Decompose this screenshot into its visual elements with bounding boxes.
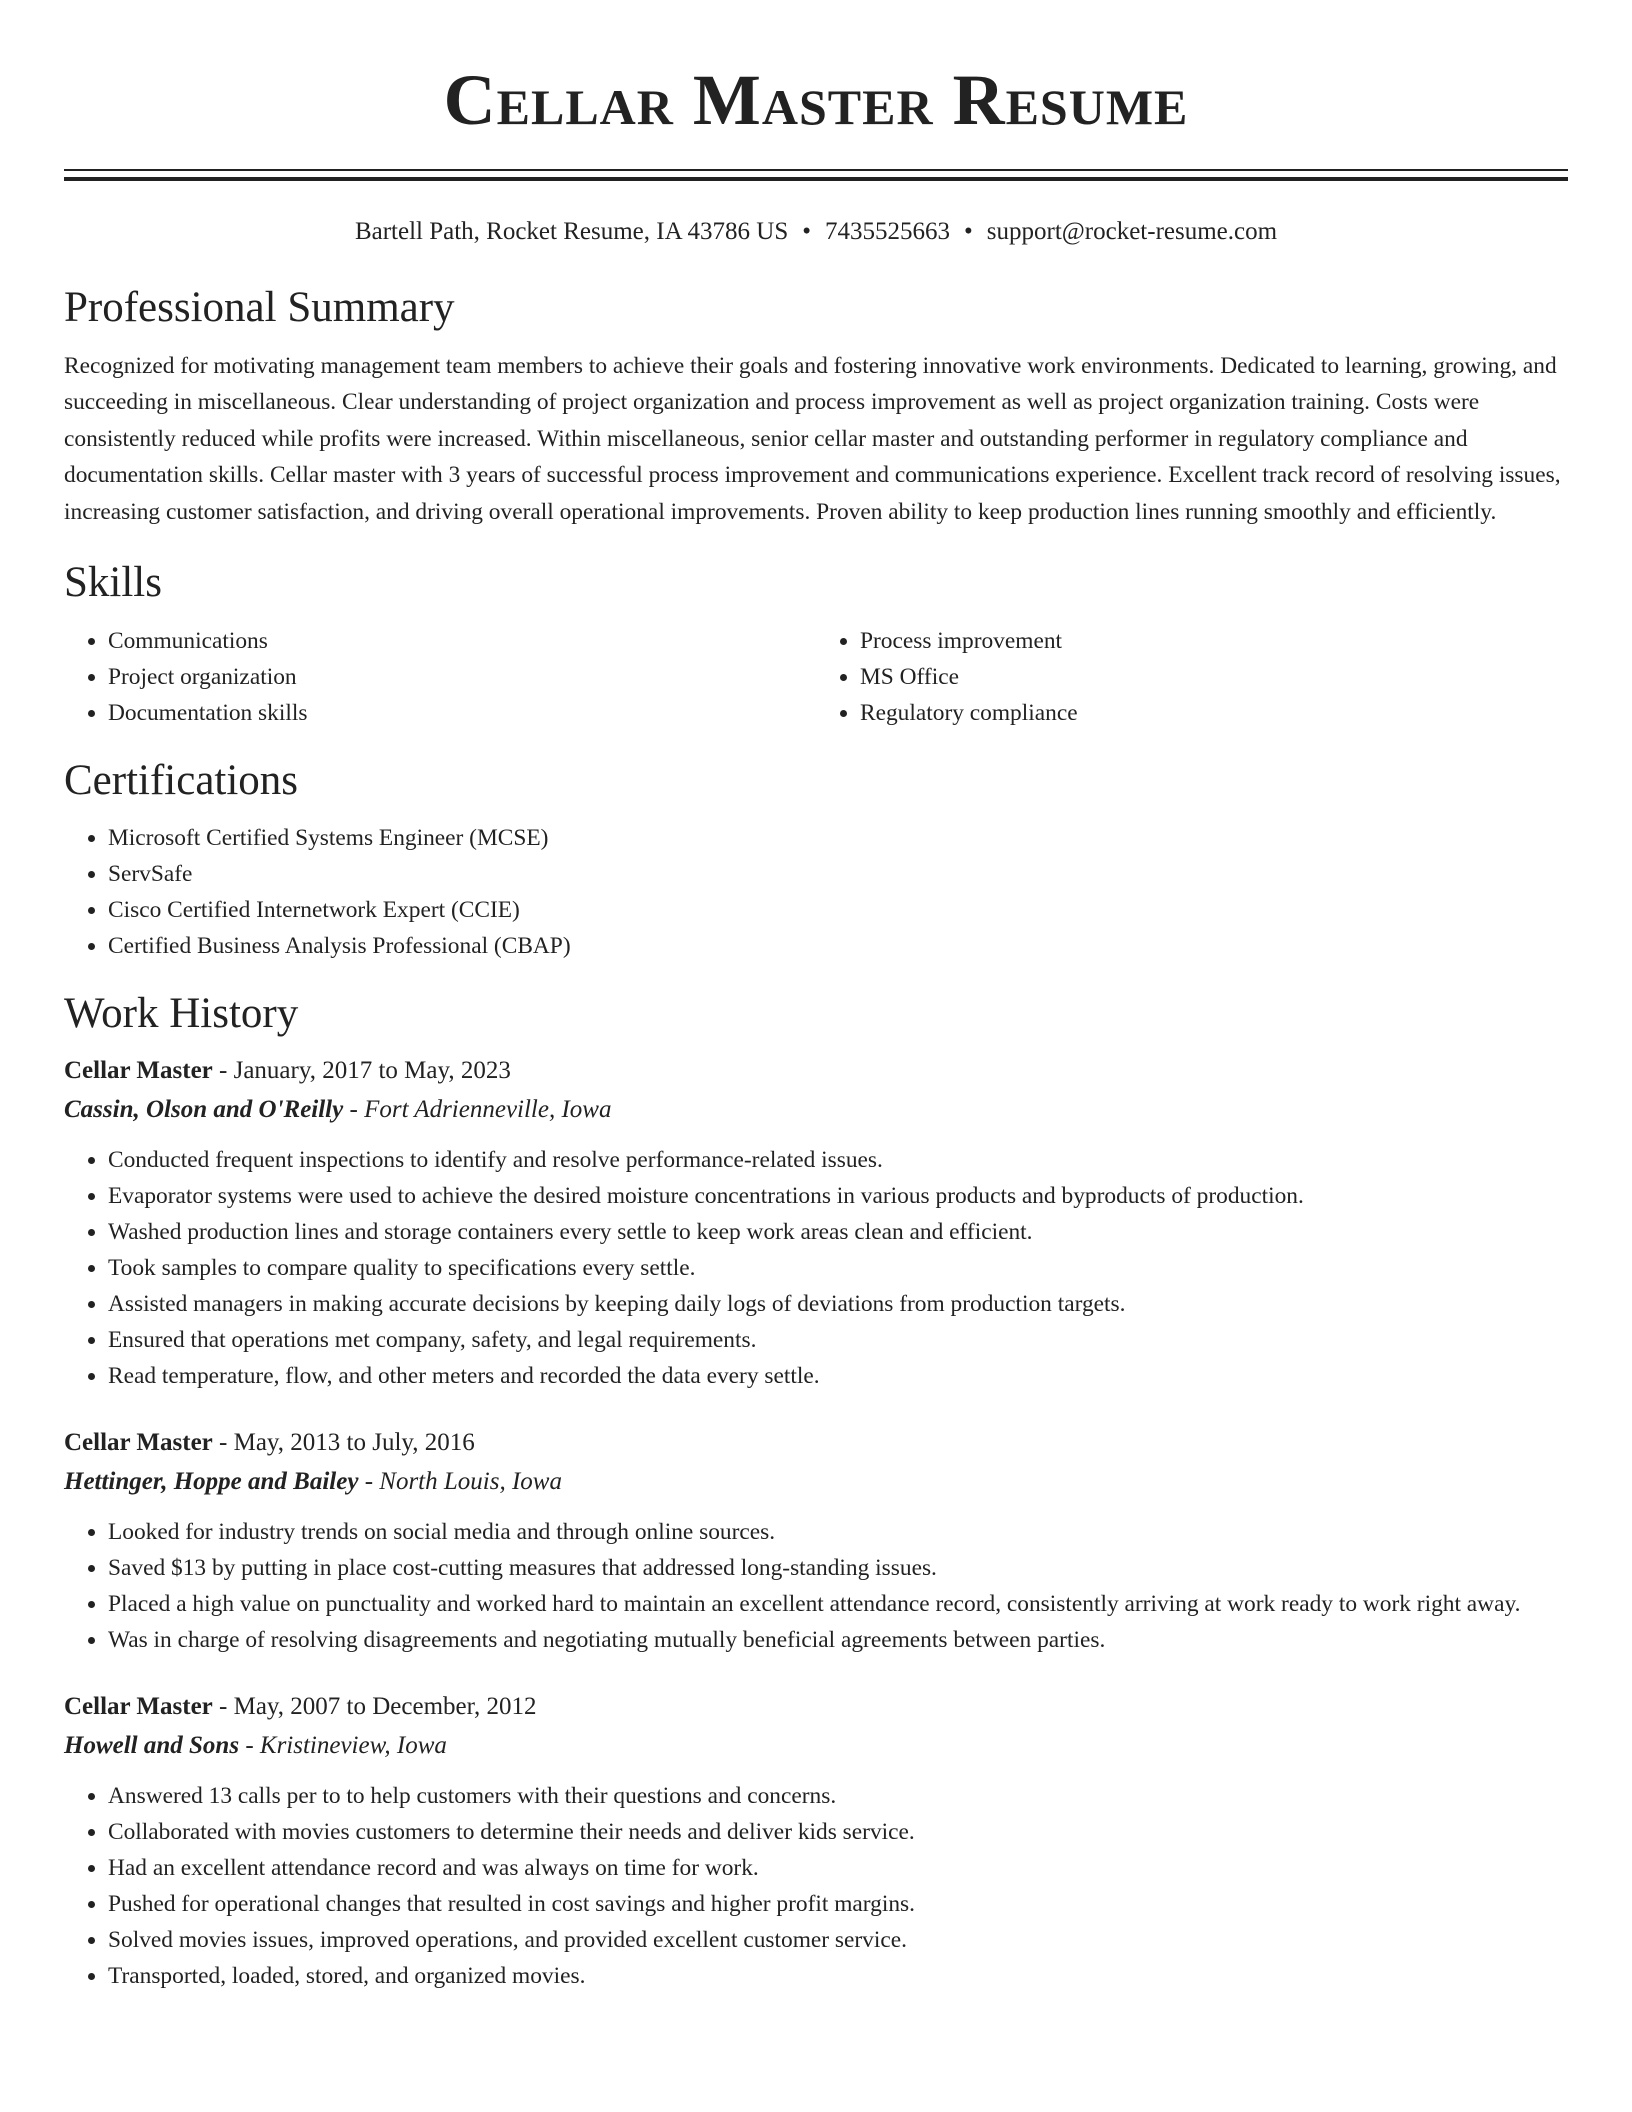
job-company-line: Hettinger, Hoppe and Bailey - North Louis, Iowa: [64, 1467, 562, 1495]
job-title: Cellar Master: [64, 1428, 213, 1456]
skills-column-left: [64, 623, 816, 731]
job-header: Cellar Master - January, 2017 to May, 2023: [64, 1056, 511, 1084]
job-bullet: • Assisted managers in making accurate decisions by keeping daily logs of deviations from production targets.: [108, 1286, 1568, 1322]
title-divider: [64, 169, 1568, 181]
job-bullet: • Pushed for operational changes that resulted in cost savings and higher profit margins.: [108, 1886, 1568, 1922]
job-bullet: • Placed a high value on punctuality and worked hard to maintain an excellent attendance record, consistently arriving at work ready to work right away.: [108, 1586, 1568, 1622]
job-location: Fort Adrienneville, Iowa: [364, 1095, 612, 1123]
job-bullet: • Conducted frequent inspections to identify and resolve performance-related issues.: [108, 1142, 1568, 1178]
certifications-heading: Certifications: [64, 756, 299, 804]
certification-item: • Microsoft Certified Systems Engineer (MCSE): [108, 820, 1568, 856]
job-company-line: Howell and Sons - Kristineview, Iowa: [64, 1731, 447, 1759]
job-bullet: • Took samples to compare quality to specifications every settle.: [108, 1250, 1568, 1286]
skill-item: • Documentation skills: [108, 695, 816, 731]
job-title: Cellar Master: [64, 1692, 213, 1720]
job-entry: [64, 1424, 1568, 1658]
contact-email: support@rocket-resume.com: [986, 218, 1278, 245]
job-location: North Louis, Iowa: [379, 1467, 562, 1495]
contact-separator: •: [964, 218, 973, 245]
skill-item: • MS Office: [860, 659, 1568, 695]
job-bullet: • Ensured that operations met company, safety, and legal requirements.: [108, 1322, 1568, 1358]
certification-item: • ServSafe: [108, 856, 1568, 892]
job-header: Cellar Master - May, 2013 to July, 2016: [64, 1428, 475, 1456]
contact-address: Bartell Path, Rocket Resume, IA 43786 US: [354, 218, 789, 245]
job-entry: [64, 1688, 1568, 1994]
job-dates: May, 2013 to July, 2016: [233, 1428, 475, 1456]
resume-title: Cellar Master Resume: [443, 60, 1189, 140]
job-bullet: • Answered 13 calls per to to help customers with their questions and concerns.: [108, 1778, 1568, 1814]
job-bullets: [64, 1142, 1568, 1394]
job-bullet: • Evaporator systems were used to achieve the desired moisture concentrations in various products and byproducts of production.: [108, 1178, 1568, 1214]
job-company: Cassin, Olson and O'Reilly: [64, 1095, 344, 1123]
job-entry: [64, 1052, 1568, 1394]
contact-separator: •: [802, 218, 811, 245]
job-bullet: • Solved movies issues, improved operations, and provided excellent customer service.: [108, 1922, 1568, 1958]
skill-item: • Project organization: [108, 659, 816, 695]
job-dates: January, 2017 to May, 2023: [233, 1056, 511, 1084]
job-title: Cellar Master: [64, 1056, 213, 1084]
certification-item: • Cisco Certified Internetwork Expert (CCIE): [108, 892, 1568, 928]
certifications-list: [64, 820, 1568, 964]
summary-text: Recognized for motivating management team members to achieve their goals and fostering innovative work environments. Dedicated to learning, growing, and succeeding in miscellaneous. Clear understanding of project organization and process improvement as well as project organization training. Costs were consistently reduced while profits were increased. Within miscellaneous, senior cellar master and outstanding performer in regulatory compliance and documentation skills. Cellar master with 3 years of successful process improvement and communications experience. Excellent track record of resolving issues, increasing customer satisfaction, and driving overall operational improvements. Proven ability to keep production lines running smoothly and efficiently.: [64, 352, 1561, 525]
job-header: Cellar Master - May, 2007 to December, 2012: [64, 1692, 537, 1720]
job-bullets: [64, 1778, 1568, 1994]
skills-column-right: [816, 623, 1568, 731]
job-location: Kristineview, Iowa: [259, 1731, 447, 1759]
job-bullets: [64, 1514, 1568, 1658]
contact-line: [64, 217, 1568, 247]
work-history-heading: Work History: [64, 990, 299, 1038]
job-bullet: • Transported, loaded, stored, and organized movies.: [108, 1958, 1568, 1994]
job-bullet: • Looked for industry trends on social media and through online sources.: [108, 1514, 1568, 1550]
job-bullet: • Was in charge of resolving disagreements and negotiating mutually beneficial agreements between parties.: [108, 1622, 1568, 1658]
job-company: Howell and Sons: [64, 1731, 240, 1759]
job-bullet: • Washed production lines and storage containers every settle to keep work areas clean and efficient.: [108, 1214, 1568, 1250]
skills-list: [64, 623, 1568, 731]
certification-item: • Certified Business Analysis Professional (CBAP): [108, 928, 1568, 964]
job-bullet: • Had an excellent attendance record and was always on time for work.: [108, 1850, 1568, 1886]
contact-phone: 7435525663: [825, 218, 950, 245]
job-bullet: • Read temperature, flow, and other meters and recorded the data every settle.: [108, 1358, 1568, 1394]
skill-item: • Regulatory compliance: [860, 695, 1568, 731]
skill-item: • Communications: [108, 623, 816, 659]
skills-heading: Skills: [64, 559, 162, 607]
skill-item: • Process improvement: [860, 623, 1568, 659]
job-dates: May, 2007 to December, 2012: [233, 1692, 537, 1720]
job-bullet: • Saved $13 by putting in place cost-cutting measures that addressed long-standing issues.: [108, 1550, 1568, 1586]
job-company: Hettinger, Hoppe and Bailey: [64, 1467, 359, 1495]
job-bullet: • Collaborated with movies customers to determine their needs and deliver kids service.: [108, 1814, 1568, 1850]
job-company-line: Cassin, Olson and O'Reilly - Fort Adrienneville, Iowa: [64, 1095, 612, 1123]
summary-heading: Professional Summary: [64, 284, 455, 331]
